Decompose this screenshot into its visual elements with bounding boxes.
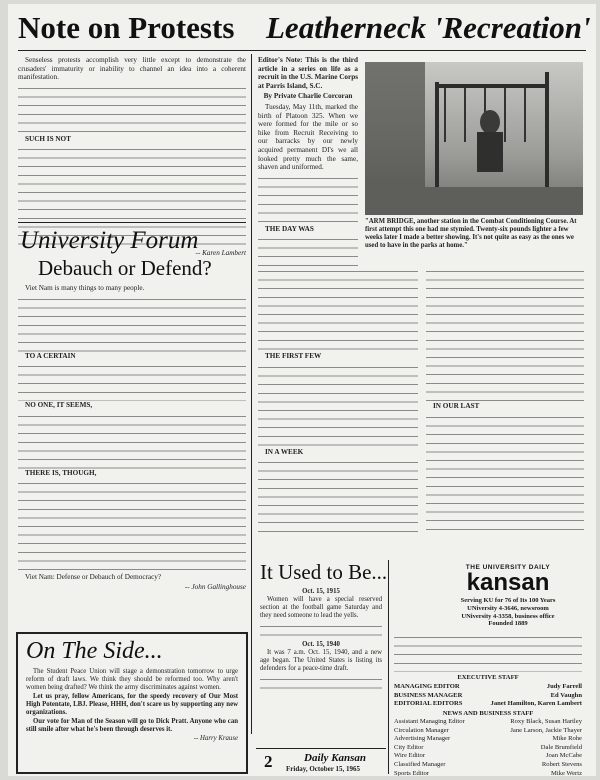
forum-lead-1: TO A CERTAIN bbox=[25, 351, 76, 360]
arm-bridge-photo bbox=[365, 62, 583, 215]
masthead-info bbox=[438, 597, 578, 628]
our-last-lead: IN OUR LAST bbox=[433, 402, 480, 410]
exec-row bbox=[394, 692, 582, 701]
first-few-lead: THE FIRST FEW bbox=[265, 352, 322, 360]
side-para-2: Let us pray, fellow Americans, for the speedy recovery of Our Most High Potentate, LBJ. Please, HHH, don't scare us by supporting any new organizations. bbox=[26, 693, 238, 716]
side-para-1: The Student Peace Union will stage a demonstration tomorrow to urge reform of draft laws. We think they should be reformed too. Why aren't women being drafted? We think the army discriminates against women. bbox=[26, 668, 238, 691]
staff-person: Jane Larson, Jackie Thayer bbox=[510, 726, 582, 734]
protests-lead: SUCH IS NOT bbox=[25, 134, 71, 143]
exec-row bbox=[394, 683, 582, 692]
used-to-be-body bbox=[260, 588, 382, 690]
protests-body-text bbox=[18, 83, 246, 135]
column-rule bbox=[251, 54, 252, 734]
staff-row bbox=[394, 727, 582, 736]
leatherneck-byline: By Private Charlie Corcoran bbox=[263, 92, 353, 101]
staff-role: Assistant Managing Editor bbox=[394, 718, 465, 725]
side-byline: -- Harry Krause bbox=[193, 735, 238, 742]
photo-image bbox=[365, 62, 583, 215]
page-number: 2 bbox=[264, 752, 273, 771]
exec-person: Ed Vaughn bbox=[550, 691, 582, 699]
forum-byline: -- John Gallinghouse bbox=[184, 582, 246, 591]
masthead-line-2: UNiversity 4-3646, newsroom bbox=[467, 604, 549, 612]
leatherneck-headline: Leatherneck 'Recreation' bbox=[266, 10, 591, 45]
exec-role: EDITORIAL EDITORS bbox=[394, 700, 463, 708]
staff-person: Joan McCabe bbox=[545, 752, 582, 760]
exec-role: BUSINESS MANAGER bbox=[394, 691, 463, 699]
staff-role: City Editor bbox=[394, 743, 424, 751]
leatherneck-col-3 bbox=[426, 266, 584, 530]
forum-title: University Forum bbox=[20, 227, 199, 254]
forum-top-rule bbox=[18, 222, 246, 223]
date-1915: Oct. 15, 1915 bbox=[302, 588, 340, 595]
leatherneck-col-1 bbox=[258, 56, 358, 296]
leatherneck-para-1: Tuesday, May 11th, marked the birth of Platoon 325. When we were formed for the mile or so hike from Recruit Receiving to our barracks by our newly acquired permanent DI's we all looked pretty much the same, shaven and uniformed. bbox=[258, 102, 358, 172]
staff-person: Mike Rohe bbox=[552, 735, 582, 743]
leatherneck-text-5 bbox=[258, 457, 418, 535]
protests-intro: Senseless protests accomplish very little except to demonstrate the crusaders' immaturity or inability to channel an idea into a coherent manifestation. bbox=[18, 56, 246, 82]
forum-text-1 bbox=[18, 294, 246, 352]
masthead-line-3: UNiversity 4-3358, business office bbox=[461, 612, 555, 620]
exec-person: Janet Hamilton, Karen Lambert bbox=[490, 700, 582, 708]
staff-role: Circulation Manager bbox=[394, 726, 449, 734]
staff-person: Dale Brumfield bbox=[540, 743, 582, 751]
in-a-week-lead: IN A WEEK bbox=[265, 447, 304, 456]
news-heading: NEWS AND BUSINESS STAFF bbox=[442, 710, 534, 717]
used-to-be-title: It Used to Be... bbox=[260, 560, 388, 584]
item-1940: It was 7 a.m. Oct. 15, 1940, and a new age began. The United States is listing its defenders for a peace-time draft. bbox=[260, 649, 382, 672]
forum-text-4 bbox=[18, 478, 246, 573]
newspaper-page bbox=[8, 4, 596, 776]
editors-note: Editor's Note: This is the third article in a series on life as a recruit in the U.S. Marine Corps at Parris Island, S.C. bbox=[258, 56, 358, 90]
forum-end: Viet Nam: Defense or Debauch of Democracy? bbox=[25, 573, 162, 582]
forum-lead-3: THERE IS, THOUGH, bbox=[25, 468, 97, 477]
protests-headline: Note on Protests bbox=[18, 10, 235, 45]
item-1915: Women will have a special reserved section at the football game Saturday and they need someone to lead the yells. bbox=[260, 596, 382, 619]
on-the-side-box bbox=[16, 632, 248, 774]
on-the-side-body bbox=[26, 668, 238, 743]
staff-row bbox=[394, 718, 582, 727]
staff-row bbox=[394, 770, 582, 776]
staff-person: Roxy Black, Susan Hartley bbox=[510, 718, 582, 725]
staff-person: Robert Stevens bbox=[541, 760, 582, 768]
masthead-subscription bbox=[394, 632, 582, 672]
masthead-name: kansan bbox=[466, 569, 550, 596]
forum-text-3 bbox=[18, 411, 246, 469]
news-staff bbox=[394, 718, 582, 776]
headline-rule bbox=[18, 50, 586, 51]
item-1940-more bbox=[260, 674, 382, 690]
forum-text-2 bbox=[18, 361, 246, 401]
masthead-divider bbox=[388, 560, 389, 774]
forum-lead-2: NO ONE, IT SEEMS, bbox=[25, 401, 93, 410]
masthead-line-4: Founded 1889 bbox=[488, 620, 528, 628]
masthead-line-1: Serving KU for 76 of Its 100 Years bbox=[460, 597, 556, 604]
forum-subtitle: Debauch or Defend? bbox=[38, 256, 212, 280]
staff-row bbox=[394, 744, 582, 753]
day-was-lead: THE DAY WAS bbox=[265, 224, 314, 233]
subscription-text bbox=[394, 632, 582, 672]
staff-row bbox=[394, 761, 582, 770]
on-the-side-title: On The Side... bbox=[26, 638, 163, 664]
footer-rule bbox=[256, 748, 386, 749]
exec-staff bbox=[394, 683, 582, 709]
date-1940: Oct. 15, 1940 bbox=[302, 641, 340, 648]
protests-byline: -- Karen Lambert bbox=[195, 249, 246, 258]
leatherneck-col-2 bbox=[258, 266, 418, 535]
issue-date: Friday, October 15, 1965 bbox=[286, 765, 360, 773]
leatherneck-text-7 bbox=[426, 412, 584, 530]
staff-role: Classified Manager bbox=[394, 760, 446, 768]
item-1915-more bbox=[260, 621, 382, 641]
exec-person: Judy Farrell bbox=[546, 683, 582, 690]
staff-person: Mike Wertz bbox=[550, 769, 582, 776]
leatherneck-text-3 bbox=[258, 266, 418, 352]
paper-name: Daily Kansan bbox=[304, 752, 367, 764]
masthead-top: THE UNIVERSITY DAILY bbox=[465, 564, 551, 571]
forum-body bbox=[18, 284, 246, 592]
exec-row bbox=[394, 700, 582, 709]
forum-para-1: Viet Nam is many things to many people. bbox=[25, 284, 145, 292]
staff-role: Advertising Manager bbox=[394, 735, 451, 743]
staff-role: Sports Editor bbox=[394, 769, 429, 776]
photo-caption: "ARM BRIDGE, another station in the Combat Conditioning Course. At first attempt this one had me stymied. Twenty-six pounds lighter a few weeks later I made a better showing. It's not quite as easy as the ones we used to have in the parks at home." bbox=[365, 218, 577, 249]
exec-heading: EXECUTIVE STAFF bbox=[457, 674, 519, 681]
staff-role: Wire Editor bbox=[394, 752, 426, 760]
leatherneck-text-1 bbox=[258, 173, 358, 225]
side-para-3: Our vote for Man of the Season will go to Dick Pratt. Anyone who can still smile after what he's been through deserves it. bbox=[26, 718, 238, 733]
staff-row bbox=[394, 735, 582, 744]
exec-role: MANAGING EDITOR bbox=[394, 683, 460, 690]
leatherneck-text-4 bbox=[258, 362, 418, 448]
leatherneck-text-6 bbox=[426, 266, 584, 402]
staff-row bbox=[394, 752, 582, 761]
